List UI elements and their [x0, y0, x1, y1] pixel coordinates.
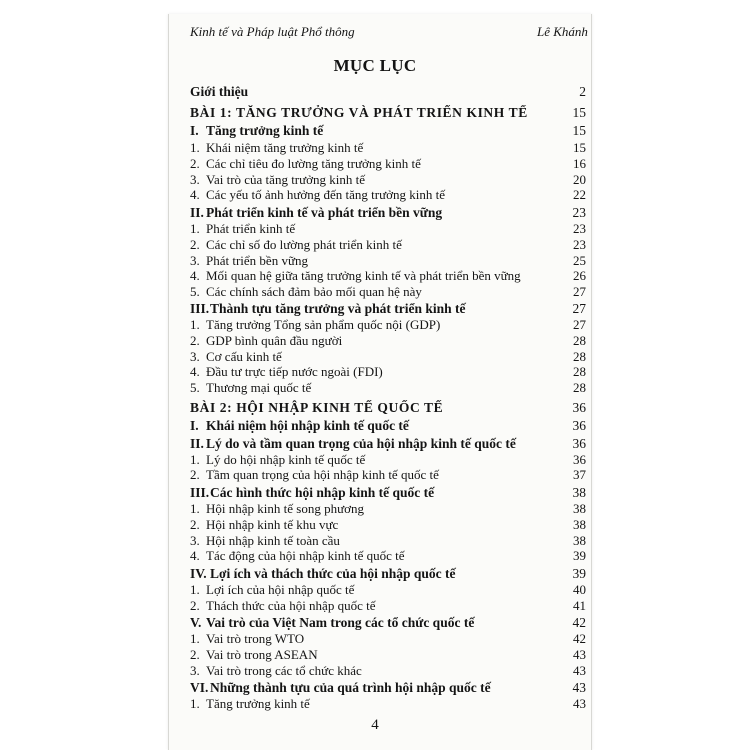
toc-line-item — [190, 140, 586, 156]
toc-page: 22 — [573, 187, 586, 202]
toc-label: Khái niệm tăng trưởng kinh tế — [206, 140, 364, 155]
toc-number: 3. — [190, 349, 200, 364]
toc-label: Lý do hội nhập kinh tế quốc tế — [206, 452, 366, 467]
toc-label: Vai trò của tăng trưởng kinh tế — [206, 172, 366, 187]
toc-page: 27 — [573, 284, 586, 299]
toc-label: Tác động của hội nhập kinh tế quốc tế — [206, 548, 405, 563]
toc-line-section — [190, 566, 586, 582]
toc-number: II. — [190, 205, 204, 220]
toc-page: 42 — [573, 631, 586, 646]
toc-page: 27 — [573, 317, 586, 332]
toc-label: Các chỉ tiêu đo lường tăng trưởng kinh tế — [206, 156, 421, 171]
toc-label: Vai trò trong các tổ chức khác — [206, 663, 362, 678]
toc-number: 2. — [190, 237, 200, 252]
toc-label: Các chỉ số đo lường phát triển kinh tế — [206, 237, 402, 252]
toc-number: III. — [190, 485, 210, 500]
toc-label: Các yếu tố ảnh hưởng đến tăng trưởng kinh tế — [206, 187, 446, 202]
toc-page: 15 — [572, 105, 586, 120]
page-number: 4 — [371, 717, 379, 733]
toc-line-item — [190, 349, 586, 365]
toc-number: II. — [190, 436, 204, 451]
toc-page: 38 — [573, 517, 586, 532]
toc-label: Lý do và tầm quan trọng của hội nhập kinh tế quốc tế — [206, 436, 516, 451]
toc-label: Khái niệm hội nhập kinh tế quốc tế — [206, 418, 409, 433]
toc-number: 3. — [190, 253, 200, 268]
toc-line-item — [190, 364, 586, 380]
toc-label: Lợi ích và thách thức của hội nhập quốc tế — [210, 566, 456, 581]
toc-line-item — [190, 187, 586, 203]
toc-page: 23 — [573, 221, 586, 236]
toc-line-item — [190, 647, 586, 663]
toc-line-section — [190, 436, 586, 452]
toc-line-section — [190, 301, 586, 317]
toc-page: 15 — [573, 140, 586, 155]
toc-number: 1. — [190, 501, 200, 516]
toc-number: 2. — [190, 333, 200, 348]
toc-page: 36 — [572, 418, 586, 433]
toc-number: 2. — [190, 156, 200, 171]
toc-line-section — [190, 680, 586, 696]
toc-number: VI. — [190, 680, 209, 695]
toc-line-item — [190, 221, 586, 237]
toc-line-item — [190, 467, 586, 483]
toc-page: 25 — [573, 253, 586, 268]
toc-label: Cơ cấu kinh tế — [206, 349, 282, 364]
toc-label: Tăng trưởng Tổng sản phẩm quốc nội (GDP) — [206, 317, 441, 332]
toc-label: BÀI 1: TĂNG TRƯỞNG VÀ PHÁT TRIỂN KINH TẾ — [190, 105, 528, 120]
toc-label: Phát triển kinh tế — [206, 221, 296, 236]
toc-page: 36 — [572, 400, 586, 415]
toc-line-item — [190, 501, 586, 517]
toc-page: 38 — [573, 501, 586, 516]
toc-label: Giới thiệu — [190, 84, 249, 99]
toc-label: Vai trò trong WTO — [206, 631, 305, 646]
toc-label: Tăng trưởng kinh tế — [206, 696, 310, 711]
toc-line-item — [190, 237, 586, 253]
toc-line-item — [190, 172, 586, 188]
toc-number: V. — [190, 615, 202, 630]
toc-number: 1. — [190, 631, 200, 646]
toc-line-item — [190, 284, 586, 300]
toc-label: Thương mại quốc tế — [206, 380, 312, 395]
toc-page: 28 — [573, 364, 586, 379]
toc-page: 39 — [573, 548, 586, 563]
toc-label: Thách thức của hội nhập quốc tế — [206, 598, 376, 613]
toc-label: Mối quan hệ giữa tăng trưởng kinh tế và phát triển bền vững — [206, 268, 521, 283]
toc-line-section — [190, 615, 586, 631]
toc-label: Lợi ích của hội nhập quốc tế — [206, 582, 355, 597]
toc-label: Đầu tư trực tiếp nước ngoài (FDI) — [206, 364, 383, 379]
toc-page: 20 — [573, 172, 586, 187]
toc-line-item — [190, 631, 586, 647]
toc-label: Những thành tựu của quá trình hội nhập quốc tế — [210, 680, 491, 695]
toc-number: 4. — [190, 548, 200, 563]
toc-label: Các chính sách đảm bảo mối quan hệ này — [206, 284, 422, 299]
toc-number: I. — [190, 418, 199, 433]
toc-page: 2 — [579, 84, 586, 99]
toc-page: 43 — [573, 696, 586, 711]
toc-number: 2. — [190, 598, 200, 613]
toc-label: Hội nhập kinh tế khu vực — [206, 517, 339, 532]
toc-number: 1. — [190, 140, 200, 155]
toc-number: 1. — [190, 582, 200, 597]
toc-number: 5. — [190, 284, 200, 299]
toc-line-item — [190, 517, 586, 533]
toc-number: 4. — [190, 187, 200, 202]
page-title: MỤC LỤC — [333, 56, 417, 75]
toc-line-item — [190, 452, 586, 468]
toc-label: GDP bình quân đầu người — [206, 333, 343, 348]
toc-line-item — [190, 548, 586, 564]
toc-page: 27 — [572, 301, 586, 316]
toc-line-item — [190, 582, 586, 598]
toc-page: 26 — [573, 268, 586, 283]
toc-label: Vai trò của Việt Nam trong các tổ chức quốc tế — [206, 615, 475, 630]
toc-page: 15 — [572, 123, 586, 138]
toc-number: 1. — [190, 221, 200, 236]
toc-line-item — [190, 533, 586, 549]
toc-page: 42 — [572, 615, 586, 630]
toc-page: 16 — [573, 156, 586, 171]
toc-page: 37 — [573, 467, 586, 482]
toc-line-item — [190, 696, 586, 712]
toc-page: 39 — [572, 566, 586, 581]
toc-line-section — [190, 123, 586, 139]
toc-number: 1. — [190, 317, 200, 332]
header-book-title: Kinh tế và Pháp luật Phổ thông — [190, 24, 355, 39]
toc-label: Vai trò trong ASEAN — [206, 647, 318, 662]
toc-line-item — [190, 253, 586, 269]
toc-page: 41 — [573, 598, 586, 613]
toc-number: 1. — [190, 452, 200, 467]
toc-page: 43 — [573, 663, 586, 678]
toc-label: Hội nhập kinh tế toàn cầu — [206, 533, 340, 548]
toc-page: 28 — [573, 380, 586, 395]
toc-line-lesson-1 — [190, 105, 586, 121]
toc-number: 2. — [190, 517, 200, 532]
toc-number: 3. — [190, 533, 200, 548]
toc-label: Thành tựu tăng trưởng và phát triển kinh tế — [210, 301, 466, 316]
toc-page: 36 — [573, 452, 586, 467]
toc-page: 28 — [573, 349, 586, 364]
toc-label: Các hình thức hội nhập kinh tế quốc tế — [210, 485, 435, 500]
toc-number: 4. — [190, 364, 200, 379]
toc-line-section — [190, 485, 586, 501]
toc-number: 2. — [190, 467, 200, 482]
toc-number: I. — [190, 123, 199, 138]
toc-number: 3. — [190, 172, 200, 187]
toc-label: Tăng trưởng kinh tế — [206, 123, 324, 138]
toc-label: BÀI 2: HỘI NHẬP KINH TẾ QUỐC TẾ — [190, 400, 444, 415]
toc-line-item — [190, 380, 586, 396]
toc-line-lesson-2 — [190, 400, 586, 416]
toc-number: 2. — [190, 647, 200, 662]
toc-line-section — [190, 418, 586, 434]
toc-line-item — [190, 333, 586, 349]
toc-page: 36 — [572, 436, 586, 451]
toc-number: 4. — [190, 268, 200, 283]
toc-label: Hội nhập kinh tế song phương — [206, 501, 364, 516]
toc-line-item — [190, 268, 586, 284]
toc-number: 5. — [190, 380, 200, 395]
header-author: Lê Khánh — [537, 24, 588, 39]
toc-number: IV. — [190, 566, 207, 581]
toc-page: 28 — [573, 333, 586, 348]
toc-line-item — [190, 156, 586, 172]
toc-line-item — [190, 663, 586, 679]
toc-page: 23 — [573, 237, 586, 252]
toc-line-item — [190, 598, 586, 614]
toc-line-intro — [190, 84, 586, 100]
toc-line-item — [190, 317, 586, 333]
toc-label: Phát triển bền vững — [206, 253, 309, 268]
toc-page: 43 — [572, 680, 586, 695]
toc-page: 38 — [573, 533, 586, 548]
toc-label: Phát triển kinh tế và phát triển bền vững — [206, 205, 443, 220]
toc-label: Tầm quan trọng của hội nhập kinh tế quốc tế — [206, 467, 439, 482]
toc-page: 23 — [572, 205, 586, 220]
toc-page: 43 — [573, 647, 586, 662]
toc-line-section — [190, 205, 586, 221]
toc-number: 3. — [190, 663, 200, 678]
toc-number: 1. — [190, 696, 200, 711]
toc-number: III. — [190, 301, 210, 316]
toc-page: 40 — [573, 582, 586, 597]
toc-page: 38 — [572, 485, 586, 500]
